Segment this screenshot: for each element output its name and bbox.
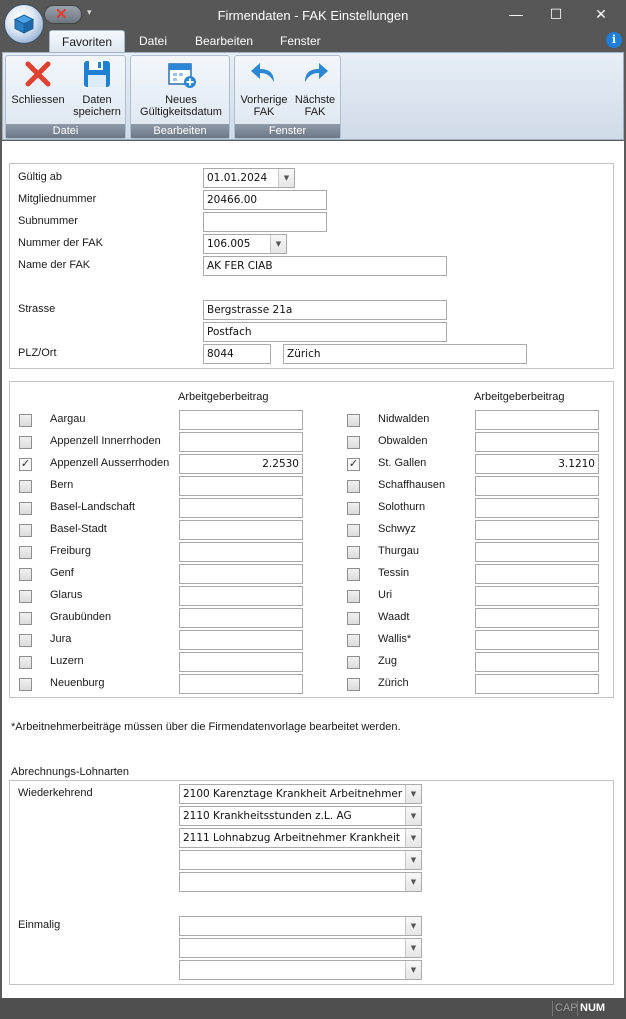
- lohnart-combobox[interactable]: [179, 784, 422, 804]
- arbeitgeberbeitrag-input[interactable]: [179, 410, 303, 430]
- close-x-icon: [22, 58, 54, 90]
- canton-checkbox[interactable]: [19, 502, 32, 515]
- arbeitgeberbeitrag-input[interactable]: [179, 586, 303, 606]
- daten-label: Daten: [82, 94, 112, 106]
- speichern-label: speichern: [73, 106, 121, 118]
- ribbon-group-fenster: [234, 55, 341, 139]
- arbeitgeberbeitrag-input[interactable]: [179, 432, 303, 452]
- canton-checkbox[interactable]: [19, 678, 32, 691]
- canton-name: Obwalden: [378, 435, 428, 447]
- canton-checkbox[interactable]: [19, 612, 32, 625]
- lohnart-dropdown-icon[interactable]: ▼: [405, 961, 421, 979]
- nummer-fak-dropdown-icon[interactable]: ▼: [270, 235, 286, 253]
- lohnart-combobox[interactable]: [179, 938, 422, 958]
- canton-name: Luzern: [50, 655, 84, 667]
- canton-checkbox[interactable]: [19, 458, 32, 471]
- lohnart-value: 2110 Krankheitsstunden z.L. AG: [183, 810, 352, 822]
- naechste-label: Nächste: [294, 94, 336, 106]
- nummer-fak-label: Nummer der FAK: [18, 237, 103, 249]
- canton-name: Schwyz: [378, 523, 416, 535]
- lohnart-value: 2111 Lohnabzug Arbeitnehmer Krankheit: [183, 832, 401, 844]
- neues-label: Neues: [165, 94, 197, 106]
- ribbon-panel: [2, 52, 624, 140]
- arbeitgeberbeitrag-input[interactable]: [475, 542, 599, 562]
- strasse-input[interactable]: Bergstrasse 21a: [203, 300, 447, 320]
- arbeitgeberbeitrag-header-right: Arbeitgeberbeitrag: [474, 391, 565, 403]
- minimize-button[interactable]: —: [509, 6, 523, 22]
- canton-checkbox[interactable]: [347, 634, 360, 647]
- canton-name: Zürich: [378, 677, 409, 689]
- canton-name: Thurgau: [378, 545, 419, 557]
- ort-input[interactable]: Zürich: [283, 344, 527, 364]
- canton-name: Nidwalden: [378, 413, 430, 425]
- subnummer-input[interactable]: [203, 212, 327, 232]
- canton-checkbox[interactable]: [19, 480, 32, 493]
- canton-name: Genf: [50, 567, 74, 579]
- name-fak-label: Name der FAK: [18, 259, 91, 271]
- arbeitgeberbeitrag-input[interactable]: 3.1210: [475, 454, 599, 474]
- canton-checkbox[interactable]: [347, 678, 360, 691]
- arbeitgeberbeitrag-input[interactable]: [475, 498, 599, 518]
- vorherige-fak-button[interactable]: [237, 58, 291, 118]
- tab-bearbeiten[interactable]: Bearbeiten: [195, 34, 254, 48]
- canton-name: Tessin: [378, 567, 410, 579]
- canton-name: Wallis*: [378, 633, 412, 645]
- lohnart-dropdown-icon[interactable]: ▼: [405, 939, 421, 957]
- canton-name: Basel-Stadt: [50, 523, 107, 535]
- subnummer-label: Subnummer: [18, 215, 78, 227]
- arrow-back-icon: [248, 58, 280, 90]
- arbeitgeberbeitrag-input[interactable]: [475, 520, 599, 540]
- check-icon: ✓: [348, 458, 359, 470]
- arbeitgeberbeitrag-input[interactable]: [475, 608, 599, 628]
- app-cube-icon: [12, 12, 36, 36]
- canton-name: Appenzell Ausserrhoden: [50, 457, 170, 469]
- arbeitgeberbeitrag-input[interactable]: [179, 498, 303, 518]
- qat-menu-chevron-icon[interactable]: ▾: [87, 7, 92, 17]
- arbeitgeberbeitrag-input[interactable]: [475, 630, 599, 650]
- tab-datei[interactable]: Datei: [139, 34, 168, 48]
- lohnart-dropdown-icon[interactable]: ▼: [405, 785, 421, 803]
- lohnarten-section-title: Abrechnungs-Lohnarten: [11, 766, 130, 778]
- lohnart-dropdown-icon[interactable]: ▼: [405, 829, 421, 847]
- title-bar: [0, 0, 626, 30]
- floppy-disk-icon: [81, 58, 113, 90]
- lohnart-combobox[interactable]: [179, 872, 422, 892]
- close-window-button[interactable]: ✕: [595, 6, 607, 22]
- status-bar: [0, 998, 626, 1019]
- lohnart-value: 2100 Karenztage Krankheit Arbeitnehmer: [183, 788, 403, 800]
- canton-checkbox[interactable]: [19, 436, 32, 449]
- gueltig-ab-date-picker[interactable]: [203, 168, 295, 188]
- vorherige-fak-label: FAK: [253, 106, 275, 118]
- lohnart-dropdown-icon[interactable]: ▼: [405, 917, 421, 935]
- lohnart-dropdown-icon[interactable]: ▼: [405, 873, 421, 891]
- canton-checkbox[interactable]: [347, 480, 360, 493]
- lohnart-dropdown-icon[interactable]: ▼: [405, 851, 421, 869]
- strasse-label: Strasse: [18, 303, 56, 315]
- info-icon[interactable]: i: [606, 32, 622, 48]
- gueltigkeitsdatum-label: Gültigkeitsdatum: [140, 106, 222, 118]
- canton-checkbox[interactable]: [347, 414, 360, 427]
- gueltig-ab-label: Gültig ab: [18, 171, 63, 183]
- check-icon: ✓: [20, 458, 31, 470]
- qat-close-icon[interactable]: ✕: [55, 6, 68, 23]
- canton-checkbox[interactable]: [347, 568, 360, 581]
- canton-checkbox[interactable]: [347, 612, 360, 625]
- mitgliednummer-label: Mitgliednummer: [18, 193, 97, 205]
- arbeitgeberbeitrag-input[interactable]: [475, 432, 599, 452]
- wiederkehrend-label: Wiederkehrend: [18, 787, 93, 799]
- arbeitgeberbeitrag-input[interactable]: [475, 476, 599, 496]
- naechste-fak-label: FAK: [304, 106, 326, 118]
- arbeitgeberbeitrag-input[interactable]: [179, 520, 303, 540]
- canton-checkbox[interactable]: [19, 590, 32, 603]
- arbeitgeberbeitrag-input[interactable]: [475, 674, 599, 694]
- arbeitgeberbeitrag-input[interactable]: [179, 476, 303, 496]
- canton-checkbox[interactable]: [19, 524, 32, 537]
- canton-name: Bern: [50, 479, 74, 491]
- tab-favoriten[interactable]: Favoriten: [49, 30, 125, 52]
- group-label-datei: Datei: [6, 124, 125, 138]
- form-content: [2, 141, 624, 998]
- canton-name: Aargau: [50, 413, 86, 425]
- canton-checkbox[interactable]: [347, 502, 360, 515]
- canton-checkbox[interactable]: [347, 524, 360, 537]
- schliessen-label: Schliessen: [11, 94, 65, 106]
- canton-checkbox[interactable]: [347, 656, 360, 669]
- canton-checkbox[interactable]: [19, 634, 32, 647]
- canton-checkbox[interactable]: [347, 436, 360, 449]
- arbeitgeberbeitrag-input[interactable]: [179, 542, 303, 562]
- canton-name: Zug: [378, 655, 397, 667]
- strasse2-input[interactable]: Postfach: [203, 322, 447, 342]
- arbeitgeberbeitrag-input[interactable]: [179, 630, 303, 650]
- lohnart-combobox[interactable]: [179, 806, 422, 826]
- lohnart-combobox[interactable]: [179, 960, 422, 980]
- canton-name: Jura: [50, 633, 72, 645]
- naechste-fak-button[interactable]: [291, 58, 339, 118]
- lohnart-combobox[interactable]: [179, 828, 422, 848]
- arbeitgeberbeitrag-input[interactable]: [475, 564, 599, 584]
- maximize-button[interactable]: ☐: [549, 6, 563, 22]
- canton-name: Freiburg: [50, 545, 91, 557]
- arbeitgeberbeitrag-input[interactable]: [179, 564, 303, 584]
- canton-checkbox[interactable]: [19, 414, 32, 427]
- lohnart-dropdown-icon[interactable]: ▼: [405, 807, 421, 825]
- canton-checkbox[interactable]: [347, 458, 360, 471]
- footnote-text: *Arbeitnehmerbeiträge müssen über die Firmendatenvorlage bearbeitet werden.: [11, 721, 401, 733]
- canton-name: Uri: [378, 589, 393, 601]
- mitgliednummer-input[interactable]: 20466.00: [203, 190, 327, 210]
- plz-input[interactable]: 8044: [203, 344, 271, 364]
- canton-checkbox[interactable]: [347, 546, 360, 559]
- canton-name: Waadt: [378, 611, 410, 623]
- arbeitgeberbeitrag-input[interactable]: [179, 674, 303, 694]
- ribbon-group-bearbeiten: [130, 55, 230, 139]
- application-menu-button[interactable]: [4, 4, 44, 44]
- plz-ort-label: PLZ/Ort: [18, 347, 57, 359]
- neues-gueltigkeitsdatum-button[interactable]: [133, 58, 229, 118]
- canton-name: Appenzell Innerrhoden: [50, 435, 161, 447]
- name-fak-input[interactable]: AK FER CIAB: [203, 256, 447, 276]
- einmalig-label: Einmalig: [18, 919, 61, 931]
- ribbon-tab-strip: [0, 30, 626, 52]
- arbeitgeberbeitrag-input[interactable]: [475, 652, 599, 672]
- canton-name: Graubünden: [50, 611, 112, 623]
- canton-name: Glarus: [50, 589, 83, 601]
- gueltig-ab-dropdown-icon[interactable]: ▼: [278, 169, 294, 187]
- window-title: Firmendaten - FAK Einstellungen: [217, 8, 409, 23]
- canton-name: Basel-Landschaft: [50, 501, 135, 513]
- canton-name: Schaffhausen: [378, 479, 446, 491]
- gueltig-ab-value: 01.01.2024: [207, 172, 268, 184]
- lohnart-combobox[interactable]: [179, 850, 422, 870]
- tab-fenster[interactable]: Fenster: [280, 34, 321, 48]
- arbeitgeberbeitrag-input[interactable]: [475, 410, 599, 430]
- canton-checkbox[interactable]: [19, 656, 32, 669]
- nummer-fak-value: 106.005: [207, 238, 251, 250]
- canton-name: St. Gallen: [378, 457, 427, 469]
- ribbon-group-datei: [5, 55, 126, 139]
- group-label-bearbeiten: Bearbeiten: [131, 124, 229, 138]
- cap-indicator: CAP: [552, 1001, 580, 1016]
- lohnart-combobox[interactable]: [179, 916, 422, 936]
- arbeitgeberbeitrag-input[interactable]: [179, 652, 303, 672]
- nummer-fak-combobox[interactable]: [203, 234, 287, 254]
- schliessen-button[interactable]: [9, 58, 67, 106]
- daten-speichern-button[interactable]: [69, 58, 125, 118]
- canton-name: Solothurn: [378, 501, 426, 513]
- group-label-fenster: Fenster: [235, 124, 340, 138]
- canton-checkbox[interactable]: [19, 568, 32, 581]
- calendar-add-icon: [165, 58, 197, 90]
- canton-checkbox[interactable]: [19, 546, 32, 559]
- arbeitgeberbeitrag-input[interactable]: [475, 586, 599, 606]
- arrow-forward-icon: [299, 58, 331, 90]
- arbeitgeberbeitrag-input[interactable]: [179, 608, 303, 628]
- canton-name: Neuenburg: [50, 677, 105, 689]
- num-indicator: NUM: [577, 1001, 607, 1016]
- arbeitgeberbeitrag-input[interactable]: 2.2530: [179, 454, 303, 474]
- arbeitgeberbeitrag-header-left: Arbeitgeberbeitrag: [178, 391, 269, 403]
- vorherige-label: Vorherige: [240, 94, 288, 106]
- canton-checkbox[interactable]: [347, 590, 360, 603]
